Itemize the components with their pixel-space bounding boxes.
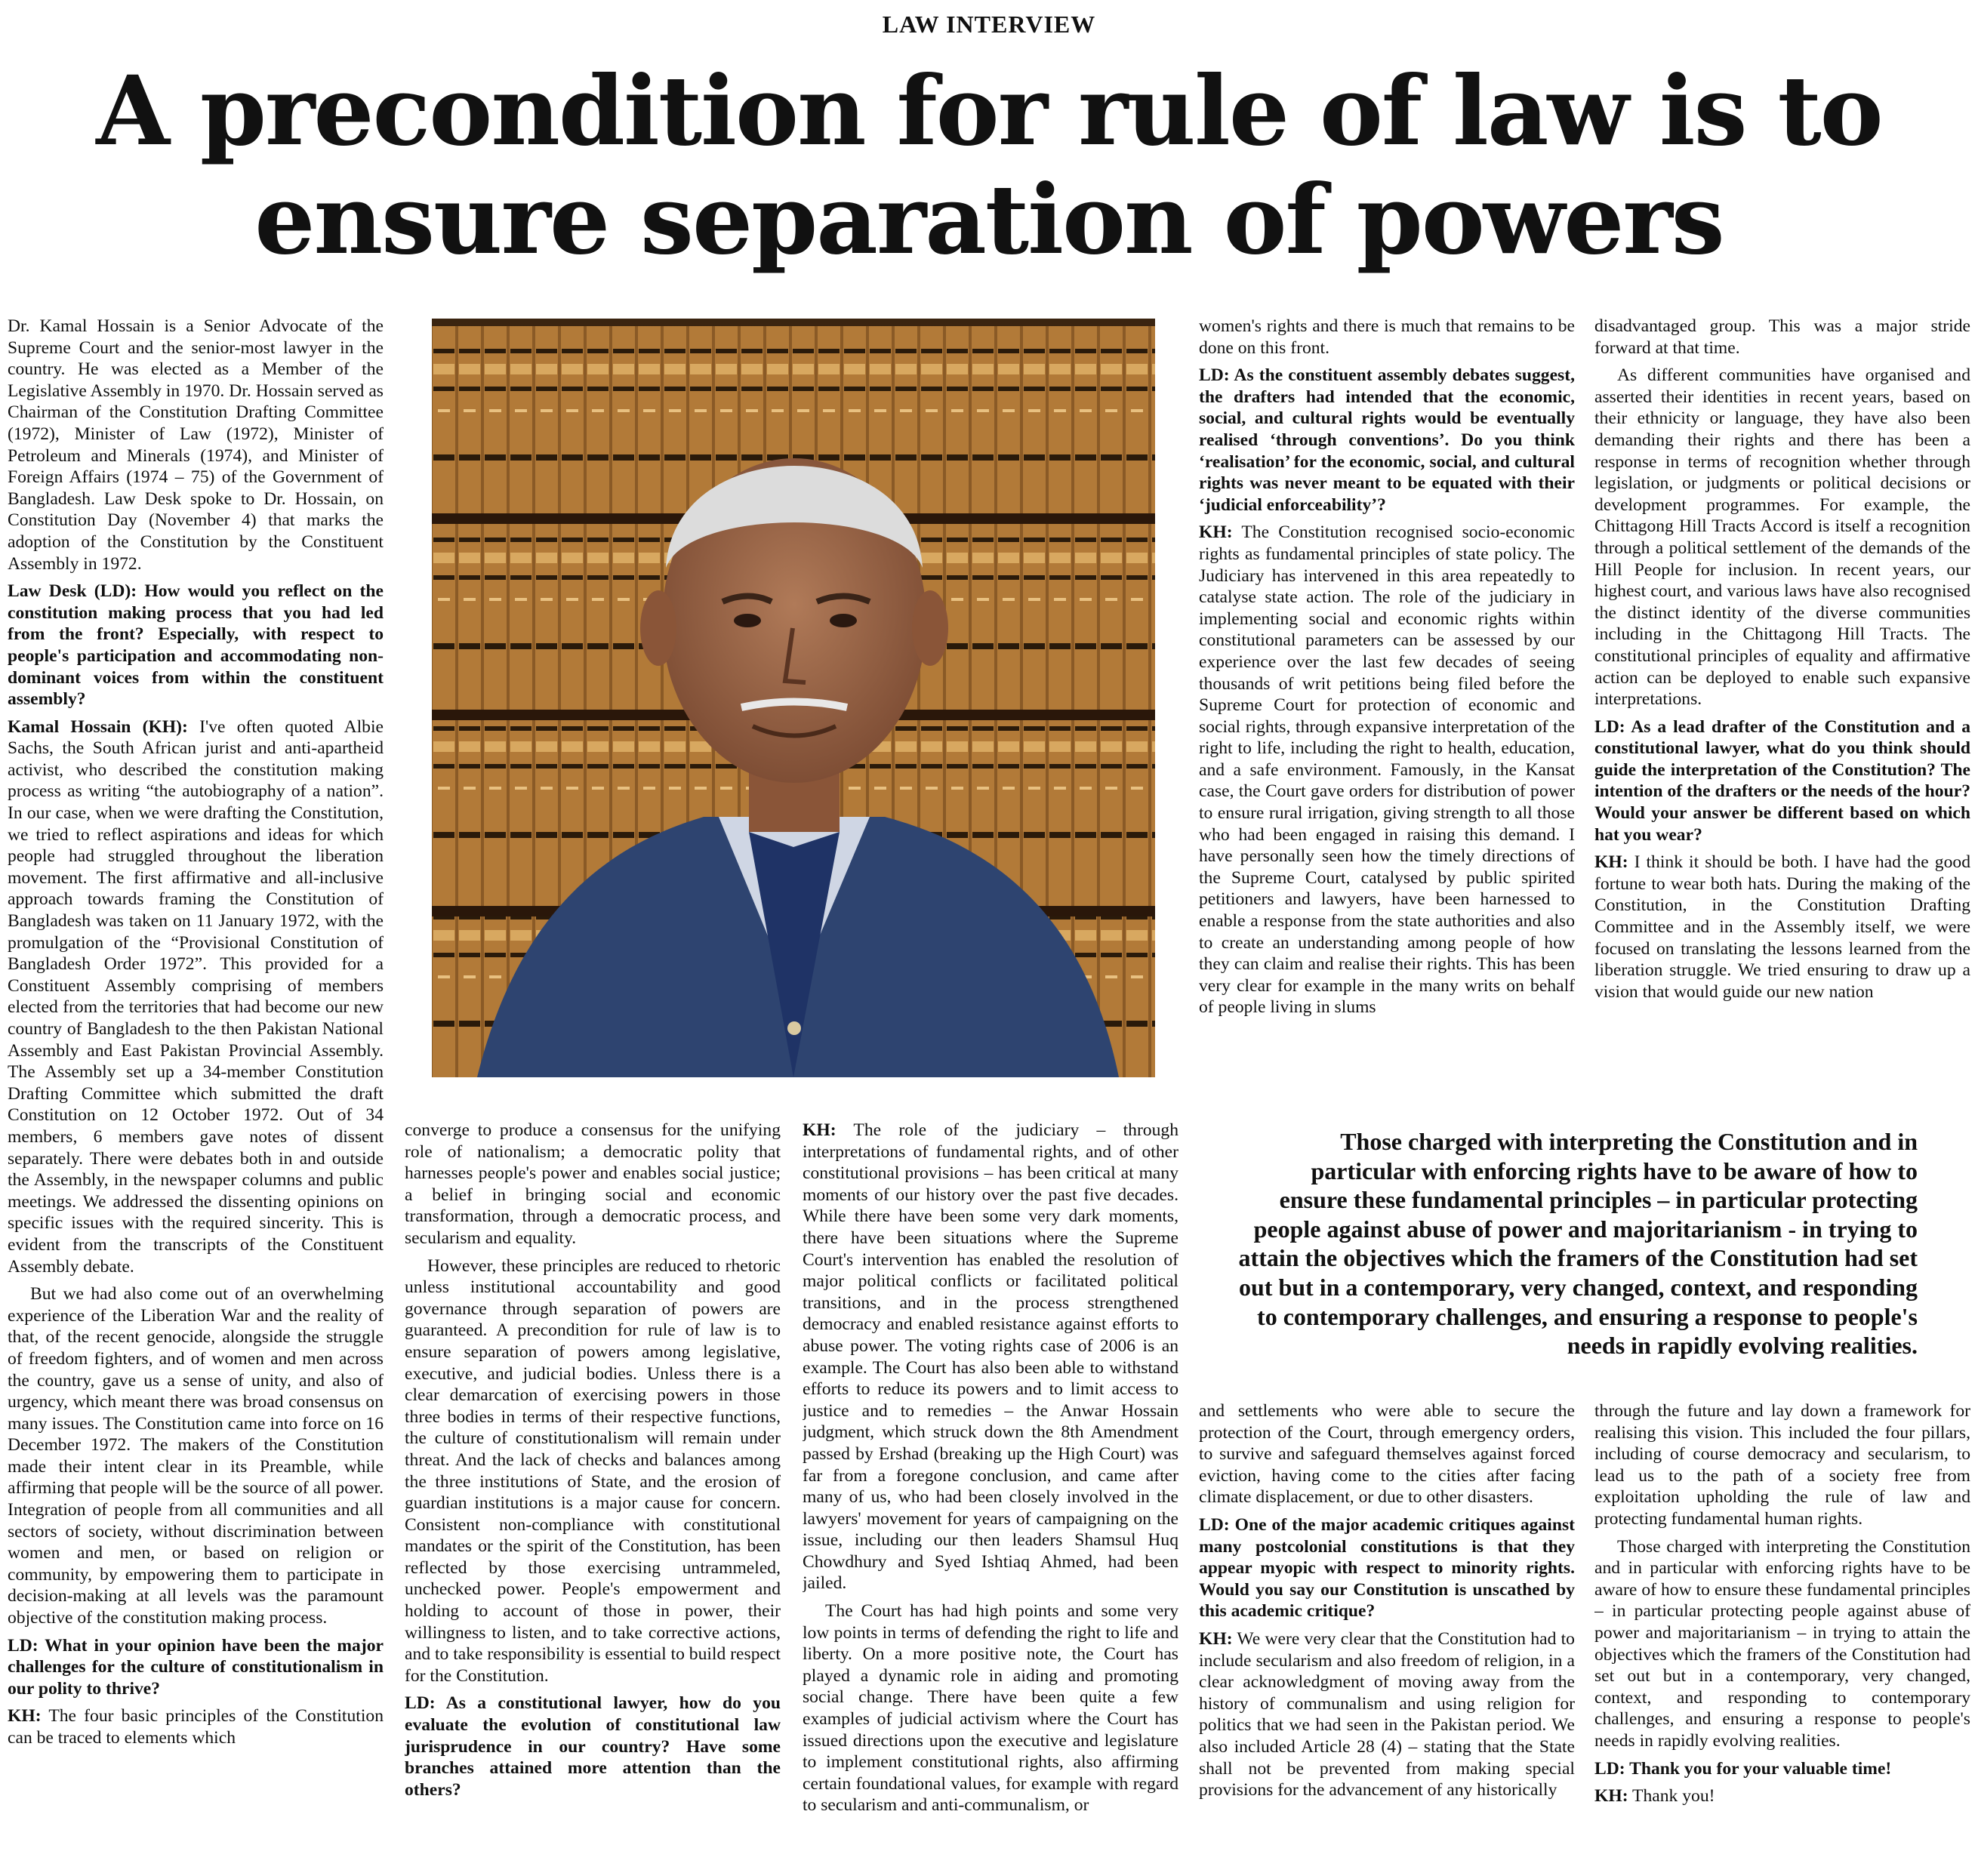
column-1: [8, 316, 384, 1872]
intro-paragraph: Dr. Kamal Hossain is a Senior Advocate of the Supreme Court and the senior-most lawyer in the country. He was elected as a Member of the Legislative Assembly in 1970. Dr. Hossain served as Chairman of the Constitution Drafting Committee (1972), Minister of Law (1972), Minister of Petroleum and Minerals (1974), and Minister of Foreign Affairs (1974 – 75) of the Government of Bangladesh. Law Desk spoke to Dr. Hossain, on Constitution Day (November 4) that marks the adoption of the Constitution by the Constituent Assembly in 1972.: [8, 316, 384, 574]
portrait-illustration: [432, 319, 1155, 1077]
body-paragraph: Those charged with interpreting the Constitution and in particular with enforcing rights have to be aware of how to ensure these fundamental principles – in particular protecting people against abuse of power and majoritarianism – in trying to attain the objectives which the framers of the Constitution had set out but in a contemporary, very changed, context, and responding to contemporary challenges, and ensuring a response to people's needs in rapidly evolving realities.: [1594, 1536, 1970, 1751]
question-6: LD: As a lead drafter of the Constitution and a constitutional lawyer, what do you think should guide the interpretation of the Constitution? The intention of the drafters or the needs of the hour? Would your answer be different based on which hat you wear?: [1594, 716, 1970, 845]
answer-label: Kamal Hossain (KH):: [8, 716, 188, 737]
answer-text: The Constitution recognised socio-economic rights as fundamental principles of state policy. The Judiciary has intervened in this area repeatedly to catalyse state action. The role of the judiciary in implementing social and economic rights within constitutional parameters can be assessed by our experience over the last few decades of seeing thousands of writ petitions being filed before the Supreme Court for protection of economic and social rights, through expansive interpretation of the right to life, including the right to health, education, and a safe environment. Famously, in the Kansat case, the Court gave orders for distribution of power to ensure rural irrigation, giving strength to all those who had been engaged in raising this demand. I have personally seen how the timely directions of the Supreme Court, catalysed by public spirited petitioners and lawyers, have been harnessed to enable a response from the state authorities and also to create an understanding among people of how they can claim and realise their rights. This has been very clear for example in the many writs on behalf of people living in slums: [1199, 522, 1575, 1018]
column-3: [803, 1120, 1178, 1872]
body-paragraph: disadvantaged group. This was a major stride forward at that time.: [1594, 316, 1970, 358]
answer-5: [1199, 1628, 1575, 1801]
answer-label: KH:: [803, 1120, 836, 1140]
section-kicker: LAW INTERVIEW: [882, 11, 1096, 38]
answer-label: KH:: [8, 1706, 42, 1727]
answer-3: [803, 1120, 1178, 1594]
question-5: LD: One of the major academic critiques against many postcolonial constitutions is that they appear myopic with respect to minority rights. Would you say our Constitution is unscathed by this academic critique?: [1199, 1514, 1575, 1622]
column-5-bottom: [1594, 1400, 1970, 1872]
question-4: LD: As the constituent assembly debates suggest, the drafters had intended that the economic, social, and cultural rights would be eventually realised ‘through conventions’. Do you think ‘realisation’ for the economic, social, and cultural rights was never meant to be equated with their ‘judicial enforceability’?: [1199, 365, 1575, 515]
closing-question: LD: Thank you for your valuable time!: [1594, 1758, 1892, 1779]
answer-label: KH:: [1594, 852, 1628, 873]
body-paragraph: and settlements who were able to secure the protection of the Court, through emergency orders, to survive and safeguard themselves against forced eviction, having come to the cities after facing climate displacement, or due to other disasters.: [1199, 1401, 1575, 1508]
answer-text: We were very clear that the Constitution had to include secularism and also freedom of religion, in a clear acknowledgment of moving away from the history of communalism and using religion for politics that we had seen in the Pakistan period. We also included Article 28 (4) – stating that the State shall not be prevented from making special provisions for the advancement of any historically: [1199, 1628, 1575, 1801]
answer-2: [8, 1705, 384, 1748]
answer-label: KH:: [1594, 1786, 1628, 1807]
column-4-top: [1199, 316, 1575, 1090]
column-5-top: [1594, 316, 1970, 1090]
column-2: [405, 1120, 781, 1872]
answer-text: The four basic principles of the Constitution can be traced to elements which: [8, 1706, 384, 1748]
answer-1: [8, 716, 384, 1277]
closing-answer: [1594, 1785, 1970, 1807]
pull-quote: Those charged with interpreting the Constitution and in particular with enforcing rights have to be aware of how to ensure these fundamental principles – in particular protecting people against abuse of power and majoritarianism - in trying to attain the objectives which the framers of the Constitution had set out but in a contemporary, very changed, context, and responding to contemporary challenges, and ensuring a response to people's needs in rapidly evolving realities.: [1238, 1128, 1918, 1360]
answer-6: [1594, 852, 1970, 1003]
answer-text: Thank you!: [1632, 1786, 1715, 1807]
question-2: LD: What in your opinion have been the major challenges for the culture of constitutionalism in our polity to thrive?: [8, 1635, 384, 1699]
body-paragraph: But we had also come out of an overwhelming experience of the Liberation War and the reality of that, of the recent genocide, alongside the struggle of freedom fighters, and of women and men across the country, gave us a sense of unity, and also of urgency, which meant there was broad consensus on many issues. The Constitution came into force on 16 December 1972. The makers of the Constitution made their intent clear in its Preamble, while affirming that people will be the source of all power. Integration of people from all communities and all sectors of society, without discrimination between women and men, or based on religion or community, by empowering them to participate in decision-making at all levels was the paramount objective of the constitution making process.: [8, 1284, 384, 1628]
answer-4: [1199, 522, 1575, 1018]
body-paragraph: The Court has had high points and some very low points in terms of defending the right to life and liberty. On a more positive note, the Court has played a dynamic role in aiding and promoting social change. There have been quite a few examples of judicial activism where the Court has issued directions upon the executive and legislature to implement constitutional rights, also affirming certain foundational values, for example with regard to secularism and anti-communalism, or: [803, 1601, 1178, 1816]
body-paragraph: However, these principles are reduced to rhetoric unless institutional accountability and good governance through separation of powers are guaranteed. A precondition for rule of law is to ensure separation of powers among legislative, executive, and judicial bodies. Unless there is a clear demarcation of exercising powers in those three bodies in terms of their respective functions, the culture of constitutionalism will remain under threat. And the lack of checks and balances among the three institutions of State, and the erosion of guardian institutions is a major cause for concern. Consistent non-compliance with constitutional mandates or the spirit of the Constitution, has been reflected by those exercising untrammeled, unchecked power. People's empowerment and holding to account of those in power, their willingness to listen, and to take corrective actions, and to take responsibility is essential to build respect for the Constitution.: [405, 1255, 781, 1686]
answer-label: KH:: [1199, 1628, 1233, 1649]
portrait-photo: [432, 319, 1155, 1077]
question-1: Law Desk (LD): How would you reflect on the constitution making process that you had led from the front? Especially, with respect to people's participation and accommodating non-dominant voices from within the constituent assembly?: [8, 581, 384, 710]
body-paragraph: women's rights and there is much that remains to be done on this front.: [1199, 316, 1575, 358]
answer-label: KH:: [1199, 522, 1233, 543]
body-paragraph: converge to produce a consensus for the unifying role of nationalism; a democratic polity that harnesses people's power and enables social justice; a belief in bringing social and economic transformation, through a democratic process, and secularism and equality.: [405, 1120, 781, 1248]
body-paragraph: As different communities have organised and asserted their identities in recent years, based on their ethnicity or language, they have also been demanding their rights and there has been a response in terms of recognition whether through legislation, or judgments or political decisions or development programmes. For example, the Chittagong Hill Tracts Accord is itself a recognition through a political settlement of the demands of the Hill People for inclusion. In recent years, our highest court, and various laws have also recognised the distinct identity of the diverse communities including in the Chittagong Hill Tracts. The constitutional principles of equality and affirmative action can be deployed to enable such expansive interpretations.: [1594, 365, 1970, 710]
question-3: LD: As a constitutional lawyer, how do you evaluate the evolution of constitutional law jurisprudence in our country? Have some branches attained more attention than the others?: [405, 1693, 781, 1800]
answer-text: The role of the judiciary – through interpretations of fundamental rights, and of other constitutional provisions – has been critical at many moments of our history over the past five decades. While there have been some very dark moments, there have been situations where the Supreme Court's intervention has enabled the resolution of major political conflicts or facilitated political transitions, and in the process strengthened democracy and enabled resistance against efforts to abuse power. The voting rights case of 2006 is an example. The Court has also been able to withstand efforts to reduce its powers and to limit access to justice and to remedies – the Anwar Hossain judgment, which struck down the 8th Amendment passed by Ershad (breaking up the High Court) was far from a foregone conclusion, and came after many of us, who had been closely involved in the lawyers' movement for years of campaigning on the issue, including our then leaders Shamsul Huq Chowdhury and Syed Ishtiaq Ahmed, had been jailed.: [803, 1120, 1178, 1594]
headline: A precondition for rule of law is to ensure separation of powers: [96, 55, 1882, 276]
answer-text: I've often quoted Albie Sachs, the South African jurist and anti-apartheid activist, who described the constitution making process as writing “the autobiography of a nation”. In our case, when we were drafting the Constitution, we tried to reflect aspirations and ideas for which people had struggled throughout the liberation movement. The first affirmative and all-inclusive approach towards framing the Constitution of Bangladesh was taken on 11 January 1972, with the promulgation of the “Provisional Constitution of Bangladesh Order 1972”. This provided for a Constituent Assembly comprising of members elected from the territories that had become our new country of Bangladesh to the then Pakistan National Assembly and East Pakistan Provincial Assembly. The Assembly set up a 34-member Constitution Drafting Committee which submitted the draft Constitution on 12 October 1972. Out of 34 members, 6 members gave notes of dissent separately. There were debates both in and outside the Assembly, in the newspaper columns and public meetings. We addressed the dissenting opinions on specific issues with the required sincerity. This is evident from the transcripts of the Constituent Assembly debate.: [8, 716, 384, 1277]
answer-text: I think it should be both. I have had the good fortune to wear both hats. During the making of the Constitution, in the Constitution Drafting Committee and in the Assembly itself, we were focused on translating the lessons learned from the liberation struggle. We tried ensuring to draw up a vision that would guide our new nation: [1594, 852, 1970, 1002]
column-4-bottom: [1199, 1400, 1575, 1872]
body-paragraph: through the future and lay down a framework for realising this vision. This included the four pillars, including of course democracy and secularism, to lead us to the path of a society free from exploitation upholding the rule of law and protecting fundamental human rights.: [1594, 1401, 1970, 1529]
